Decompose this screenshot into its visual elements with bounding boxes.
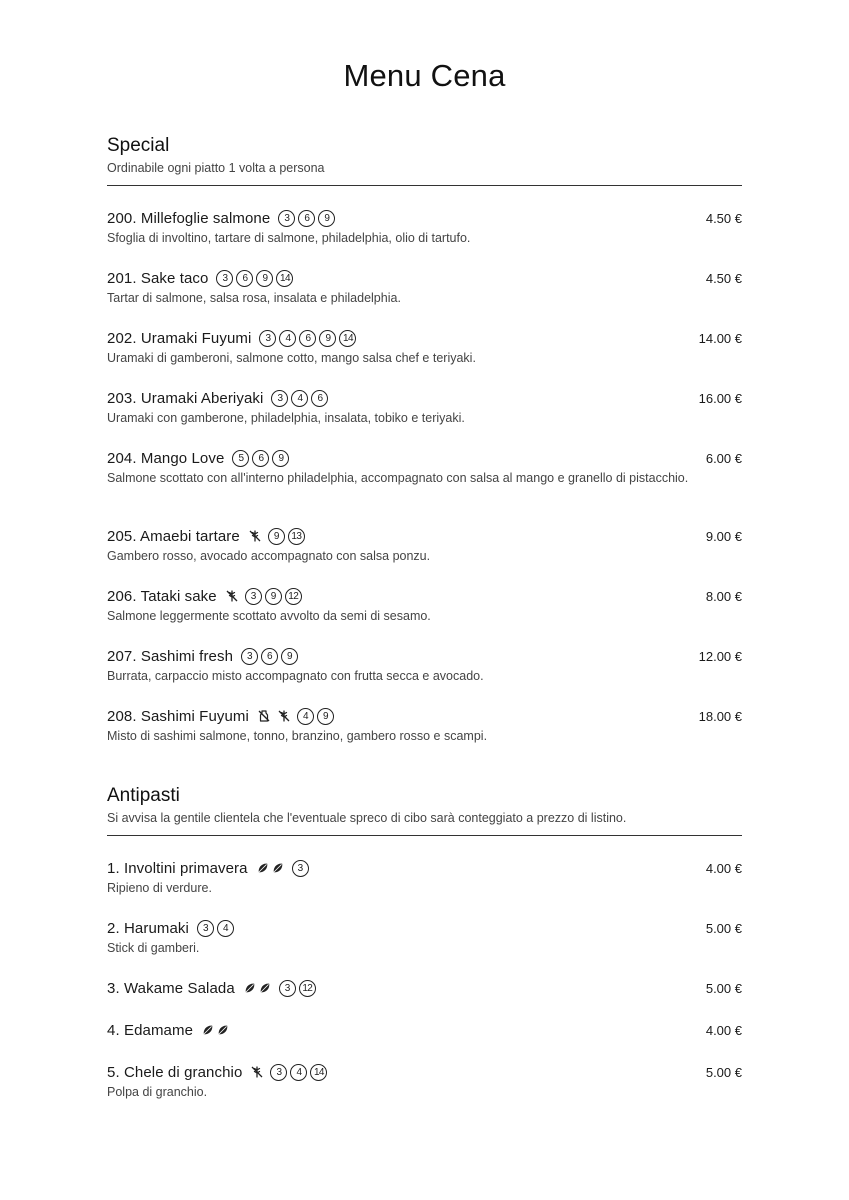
allergen-badge: 6 [311,390,328,407]
allergen-badge: 3 [216,270,233,287]
item-name: 2. Harumaki [107,919,189,937]
allergen-badge: 3 [271,390,288,407]
item-badges [201,1023,237,1037]
item-name: 200. Millefoglie salmone [107,209,271,227]
item-price: 4.50 € [705,211,742,226]
allergen-badge: 6 [261,648,278,665]
vegan-icon [243,981,273,995]
item-name: 4. Edamame [107,1021,194,1039]
allergen-badge: 9 [265,588,282,605]
item-description: Salmone scottato con all'interno philadelphia, accompagnato con salsa al mango e granello di pistacchio. [107,471,689,485]
item-name: 208. Sashimi Fuyumi [107,707,249,725]
allergen-badge: 4 [291,390,308,407]
allergen-badge: 5 [232,450,249,467]
section-subtitle: Ordinabile ogni piatto 1 volta a persona [107,161,325,175]
no-gluten-icon [225,589,239,603]
allergen-badge: 9 [256,270,273,287]
item-name: 205. Amaebi tartare [107,527,240,545]
menu-item [107,1062,742,1101]
allergen-badge: 14 [339,330,356,347]
item-price: 18.00 € [698,709,742,724]
item-badges [278,210,338,227]
allergen-badge: 6 [252,450,269,467]
allergen-badge: 3 [259,330,276,347]
allergen-badge: 4 [217,920,234,937]
menu-item [107,586,742,625]
allergen-badge: 12 [285,588,302,605]
item-badges [197,920,237,937]
section-subtitle: Si avvisa la gentile clientela che l'eventuale spreco di cibo sarà conteggiato a prezzo di listino. [107,811,627,825]
allergen-badge: 14 [310,1064,327,1081]
menu-item [107,858,742,897]
allergen-badge: 4 [297,708,314,725]
section-title: Antipasti [107,785,180,806]
allergen-badge: 13 [288,528,305,545]
item-price: 5.00 € [705,921,742,936]
item-name: 5. Chele di granchio [107,1063,243,1081]
item-price: 4.00 € [705,861,742,876]
allergen-badge: 3 [270,1064,287,1081]
allergen-badge: 3 [197,920,214,937]
item-price: 9.00 € [705,529,742,544]
menu-item [107,978,742,998]
item-name: 207. Sashimi fresh [107,647,234,665]
item-description: Ripieno di verdure. [107,881,212,895]
item-badges [250,1064,330,1081]
section-special [107,135,742,743]
item-name: 203. Uramaki Aberiyaki [107,389,264,407]
menu-item [107,388,742,427]
allergen-badge: 3 [241,648,258,665]
allergen-badge: 3 [292,860,309,877]
item-badges [257,708,337,725]
item-badges [225,588,305,605]
item-name: 204. Mango Love [107,449,225,467]
item-name: 201. Sake taco [107,269,209,287]
item-badges [216,270,296,287]
section-divider [107,835,742,836]
allergen-badge: 9 [272,450,289,467]
item-badges [232,450,292,467]
section-divider [107,185,742,186]
item-description: Tartar di salmone, salsa rosa, insalata e philadelphia. [107,291,401,305]
vegan-icon [201,1023,231,1037]
menu-item [107,268,742,307]
item-description: Polpa di granchio. [107,1085,208,1099]
item-name: 1. Involtini primavera [107,859,248,877]
item-price: 14.00 € [698,331,742,346]
menu-item [107,918,742,957]
no-gluten-icon [250,1065,264,1079]
allergen-badge: 4 [290,1064,307,1081]
item-name: 206. Tataki sake [107,587,217,605]
allergen-badge: 9 [319,330,336,347]
menu-item [107,208,742,247]
item-price: 5.00 € [705,981,742,996]
item-price: 12.00 € [698,649,742,664]
allergen-badge: 6 [236,270,253,287]
no-gluten-icon [248,529,262,543]
section-antipasti [107,785,742,1099]
item-description: Sfoglia di involtino, tartare di salmone, philadelphia, olio di tartufo. [107,231,471,245]
item-name: 3. Wakame Salada [107,979,235,997]
allergen-badge: 14 [276,270,293,287]
allergen-badge: 4 [279,330,296,347]
menu-item [107,646,742,685]
menu-item [107,1020,742,1040]
item-price: 4.50 € [705,271,742,286]
item-price: 6.00 € [705,451,742,466]
allergen-badge: 12 [299,980,316,997]
menu-item [107,526,742,565]
item-badges [243,980,319,997]
item-badges [241,648,301,665]
item-description: Salmone leggermente scottato avvolto da semi di sesamo. [107,609,431,623]
no-lactose-icon [257,709,271,723]
item-badges [271,390,331,407]
allergen-badge: 6 [298,210,315,227]
allergen-badge: 3 [278,210,295,227]
item-price: 4.00 € [705,1023,742,1038]
item-description: Uramaki di gamberoni, salmone cotto, mango salsa chef e teriyaki. [107,351,476,365]
item-description: Burrata, carpaccio misto accompagnato con frutta secca e avocado. [107,669,484,683]
item-price: 8.00 € [705,589,742,604]
menu-item [107,706,742,745]
item-description: Misto di sashimi salmone, tonno, branzino, gambero rosso e scampi. [107,729,488,743]
item-badges [259,330,359,347]
no-gluten-icon [277,709,291,723]
item-price: 5.00 € [705,1065,742,1080]
section-title: Special [107,135,170,156]
allergen-badge: 3 [245,588,262,605]
item-description: Gambero rosso, avocado accompagnato con salsa ponzu. [107,549,431,563]
allergen-badge: 9 [281,648,298,665]
menu-item [107,448,742,487]
menu-item [107,328,742,367]
vegan-icon [256,861,286,875]
allergen-badge: 9 [268,528,285,545]
page-title: Menu Cena [343,58,506,93]
item-badges [256,860,312,877]
item-name: 202. Uramaki Fuyumi [107,329,252,347]
item-badges [248,528,308,545]
allergen-badge: 6 [299,330,316,347]
allergen-badge: 9 [318,210,335,227]
item-price: 16.00 € [698,391,742,406]
item-description: Uramaki con gamberone, philadelphia, insalata, tobiko e teriyaki. [107,411,465,425]
allergen-badge: 3 [279,980,296,997]
allergen-badge: 9 [317,708,334,725]
item-description: Stick di gamberi. [107,941,200,955]
